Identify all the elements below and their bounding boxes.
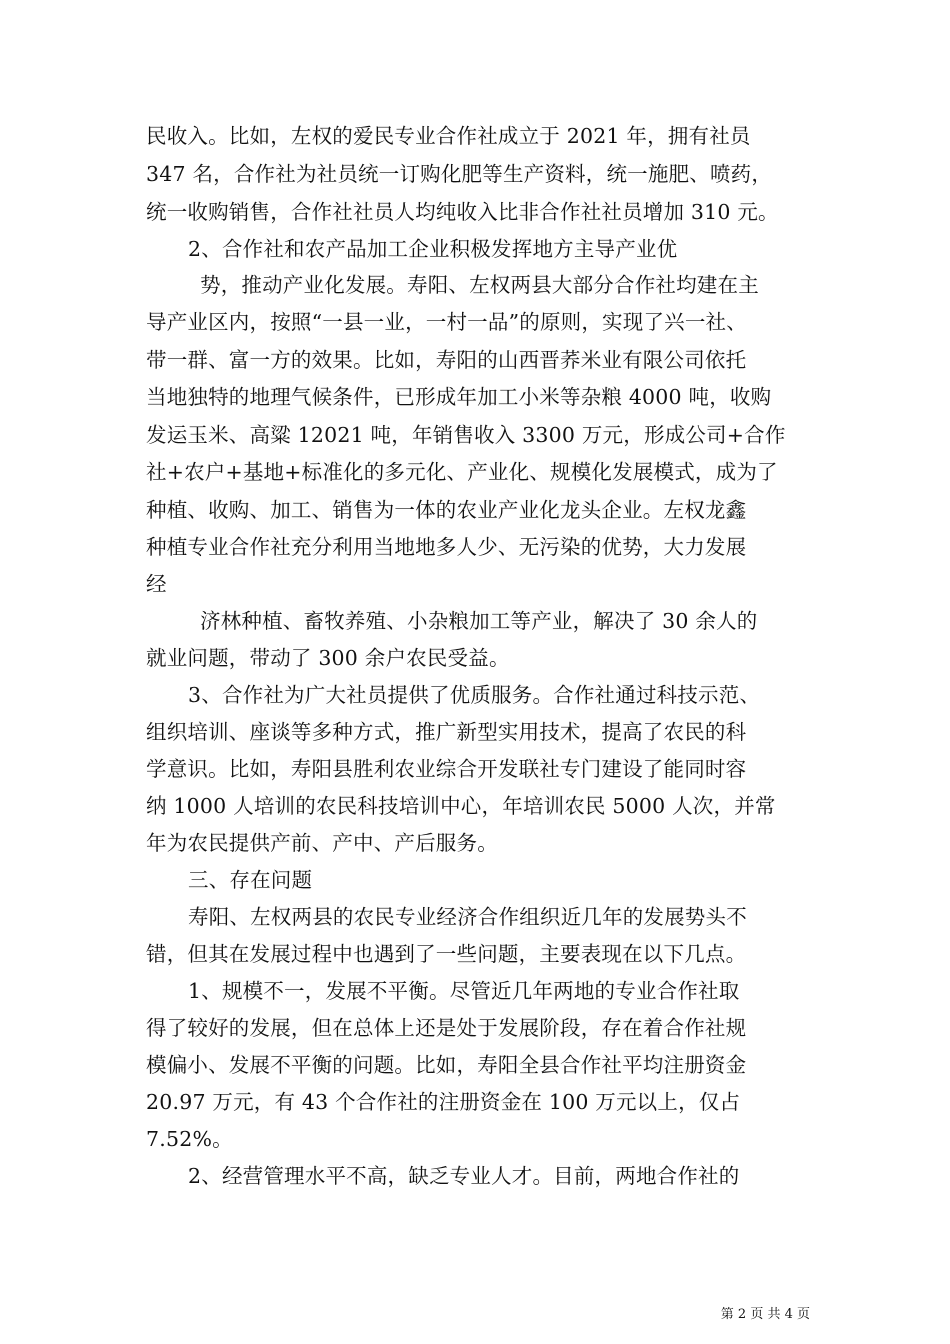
text-line: 347 名，合作社为社员统一订购化肥等生产资料，统一施肥、喷药， (146, 162, 773, 186)
text-line: 种植专业合作社充分利用当地地多人少、无污染的优势，大力发展 (146, 535, 747, 559)
text-line: 得了较好的发展，但在总体上还是处于发展阶段，存在着合作社规 (146, 1016, 747, 1040)
text-line: 导产业区内，按照“一县一业，一村一品”的原则，实现了兴一社、 (146, 310, 747, 334)
text-line: 寿阳、左权两县的农民专业经济合作组织近几年的发展势头不 (188, 905, 747, 929)
text-line: 学意识。比如，寿阳县胜利农业综合开发联社专门建设了能同时容 (146, 757, 747, 781)
text-line: 当地独特的地理气候条件，已形成年加工小米等杂粮 4000 吨，收购 (146, 385, 772, 409)
text-line: 年为农民提供产前、产中、产后服务。 (146, 831, 498, 855)
section-heading: 2、经营管理水平不高，缺乏专业人才。目前，两地合作社的 (188, 1164, 740, 1188)
text-line: 组织培训、座谈等多种方式，推广新型实用技术，提高了农民的科 (146, 720, 747, 744)
text-line: 统一收购销售，合作社社员人均纯收入比非合作社社员增加 310 元。 (146, 200, 779, 224)
text-line: 势，推动产业化发展。寿阳、左权两县大部分合作社均建在主 (200, 273, 759, 297)
text-line: 7.52%。 (146, 1127, 233, 1151)
text-line: 经 (146, 572, 167, 596)
text-line: 就业问题，带动了 300 余户农民受益。 (146, 646, 510, 670)
text-line: 社+农户+基地+标准化的多元化、产业化、规模化发展模式，成为了 (146, 460, 778, 484)
text-line: 20.97 万元，有 43 个合作社的注册资金在 100 万元以上，仅占 (146, 1090, 741, 1114)
section-heading: 1、规模不一，发展不平衡。尽管近几年两地的专业合作社取 (188, 979, 740, 1003)
text-line: 纳 1000 人培训的农民科技培训中心，年培训农民 5000 人次，并常 (146, 794, 776, 818)
text-line: 带一群、富一方的效果。比如，寿阳的山西晋荞米业有限公司依托 (146, 348, 747, 372)
section-heading: 三、存在问题 (188, 868, 313, 892)
text-line: 错，但其在发展过程中也遇到了一些问题，主要表现在以下几点。 (146, 942, 747, 966)
text-line: 种植、收购、加工、销售为一体的农业产业化龙头企业。左权龙鑫 (146, 498, 747, 522)
text-line: 模偏小、发展不平衡的问题。比如，寿阳全县合作社平均注册资金 (146, 1053, 747, 1077)
text-line: 民收入。比如，左权的爱民专业合作社成立于 2021 年，拥有社员 (146, 124, 751, 148)
text-line: 济林种植、畜牧养殖、小杂粮加工等产业，解决了 30 余人的 (200, 609, 758, 633)
text-line: 发运玉米、高粱 12021 吨，年销售收入 3300 万元，形成公司+合作 (146, 423, 786, 447)
section-heading: 3、合作社为广大社员提供了优质服务。合作社通过科技示范、 (188, 683, 761, 707)
section-heading: 2、合作社和农产品加工企业积极发挥地方主导产业优 (188, 237, 678, 261)
page-number: 第 2 页 共 4 页 (720, 1307, 810, 1322)
